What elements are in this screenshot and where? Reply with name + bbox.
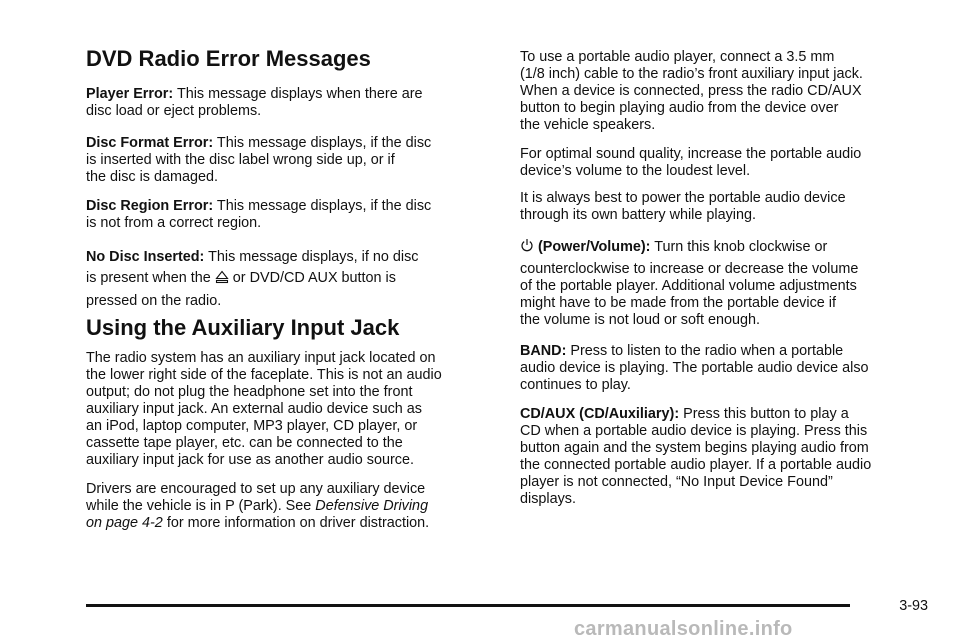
text-line: Drivers are encouraged to set up any auxiliary device xyxy=(86,481,426,497)
text-line: displays. xyxy=(520,491,576,507)
paragraph-no-disc-inserted xyxy=(86,247,486,312)
power-icon xyxy=(520,238,534,258)
label-power-volume: (Power/Volume): xyxy=(538,239,651,255)
text-line: Press to listen to the radio when a portable xyxy=(570,343,844,359)
text-line: counterclockwise to increase or decrease the volume xyxy=(520,261,859,277)
heading-dvd-radio-error-messages: DVD Radio Error Messages xyxy=(86,46,371,71)
paragraph-disc-format-error xyxy=(86,135,486,186)
text-line: button again and the system begins playing audio from xyxy=(520,440,869,456)
paragraph-portable-player-connect xyxy=(520,49,920,134)
watermark: carmanualsonline.info xyxy=(574,618,793,640)
label-band: BAND: xyxy=(520,343,567,359)
text-line: is not from a correct region. xyxy=(86,215,262,231)
cross-reference-link-page[interactable]: on page 4-2 xyxy=(86,515,163,531)
page-number: 3-93 xyxy=(899,598,928,614)
text-line: device’s volume to the loudest level. xyxy=(520,163,751,179)
text-line: auxiliary input jack for use as another audio source. xyxy=(86,452,414,468)
text-line: an iPod, laptop computer, MP3 player, CD player, or xyxy=(86,418,418,434)
text-line: The radio system has an auxiliary input jack located on xyxy=(86,350,436,366)
paragraph-player-error xyxy=(86,86,486,120)
eject-icon xyxy=(215,270,229,291)
paragraph-cd-aux xyxy=(520,406,920,508)
paragraph-band xyxy=(520,343,920,394)
text-line: To use a portable audio player, connect a 3.5 mm xyxy=(520,49,835,65)
text-line: is inserted with the disc label wrong side up, or if xyxy=(86,152,395,168)
text-line: or DVD/CD AUX button is xyxy=(232,270,396,286)
text-line: For optimal sound quality, increase the portable audio xyxy=(520,146,862,162)
label-disc-region-error: Disc Region Error: xyxy=(86,198,214,214)
heading-using-auxiliary-input-jack: Using the Auxiliary Input Jack xyxy=(86,315,400,340)
paragraph-power-volume xyxy=(520,238,920,329)
text-line: the connected portable audio player. If a portable audio xyxy=(520,457,872,473)
text-line: while the vehicle is in P (Park). See xyxy=(86,498,312,514)
paragraph-sound-quality xyxy=(520,146,920,180)
label-no-disc-inserted: No Disc Inserted: xyxy=(86,249,205,265)
text-line: through its own battery while playing. xyxy=(520,207,756,223)
text-line: for more information on driver distraction. xyxy=(166,515,430,531)
text-line: CD when a portable audio device is playing. Press this xyxy=(520,423,868,439)
paragraph-battery-power xyxy=(520,190,920,224)
text-line: the disc is damaged. xyxy=(86,169,218,185)
text-line: cassette tape player, etc. can be connected to the xyxy=(86,435,403,451)
text-line: button to begin playing audio from the device over xyxy=(520,100,839,116)
text-line: This message displays, if the disc xyxy=(216,135,432,151)
text-line: (1/8 inch) cable to the radio’s front auxiliary input jack. xyxy=(520,66,863,82)
text-line: auxiliary input jack. An external audio device such as xyxy=(86,401,422,417)
text-line: Press this button to play a xyxy=(683,406,849,422)
text-line: output; do not plug the headphone set into the front xyxy=(86,384,413,400)
text-line: is present when the xyxy=(86,270,211,286)
text-line: audio device is playing. The portable audio device also xyxy=(520,360,869,376)
text-line: disc load or eject problems. xyxy=(86,103,262,119)
footer-rule xyxy=(86,604,850,607)
text-line: It is always best to power the portable audio device xyxy=(520,190,846,206)
paragraph-drivers-encouraged xyxy=(86,481,486,532)
text-line: the volume is not loud or soft enough. xyxy=(520,312,760,328)
text-line: continues to play. xyxy=(520,377,631,393)
text-line: When a device is connected, press the radio CD/AUX xyxy=(520,83,862,99)
text-line: This message displays when there are xyxy=(176,86,423,102)
text-line: might have to be made from the portable device if xyxy=(520,295,836,311)
text-line: the vehicle speakers. xyxy=(520,117,656,133)
text-line: Turn this knob clockwise or xyxy=(654,239,828,255)
label-cd-aux: CD/AUX (CD/Auxiliary): xyxy=(520,406,680,422)
text-line: player is not connected, “No Input Device Found” xyxy=(520,474,833,490)
label-disc-format-error: Disc Format Error: xyxy=(86,135,214,151)
paragraph-aux-description xyxy=(86,350,486,469)
text-line: This message displays, if the disc xyxy=(216,198,432,214)
text-line: pressed on the radio. xyxy=(86,293,222,309)
text-line: the lower right side of the faceplate. This is not an audio xyxy=(86,367,442,383)
cross-reference-link[interactable]: Defensive Driving xyxy=(315,498,429,514)
label-player-error: Player Error: xyxy=(86,86,174,102)
text-line: This message displays, if no disc xyxy=(208,249,419,265)
text-line: of the portable player. Additional volume adjustments xyxy=(520,278,857,294)
paragraph-disc-region-error xyxy=(86,198,486,232)
